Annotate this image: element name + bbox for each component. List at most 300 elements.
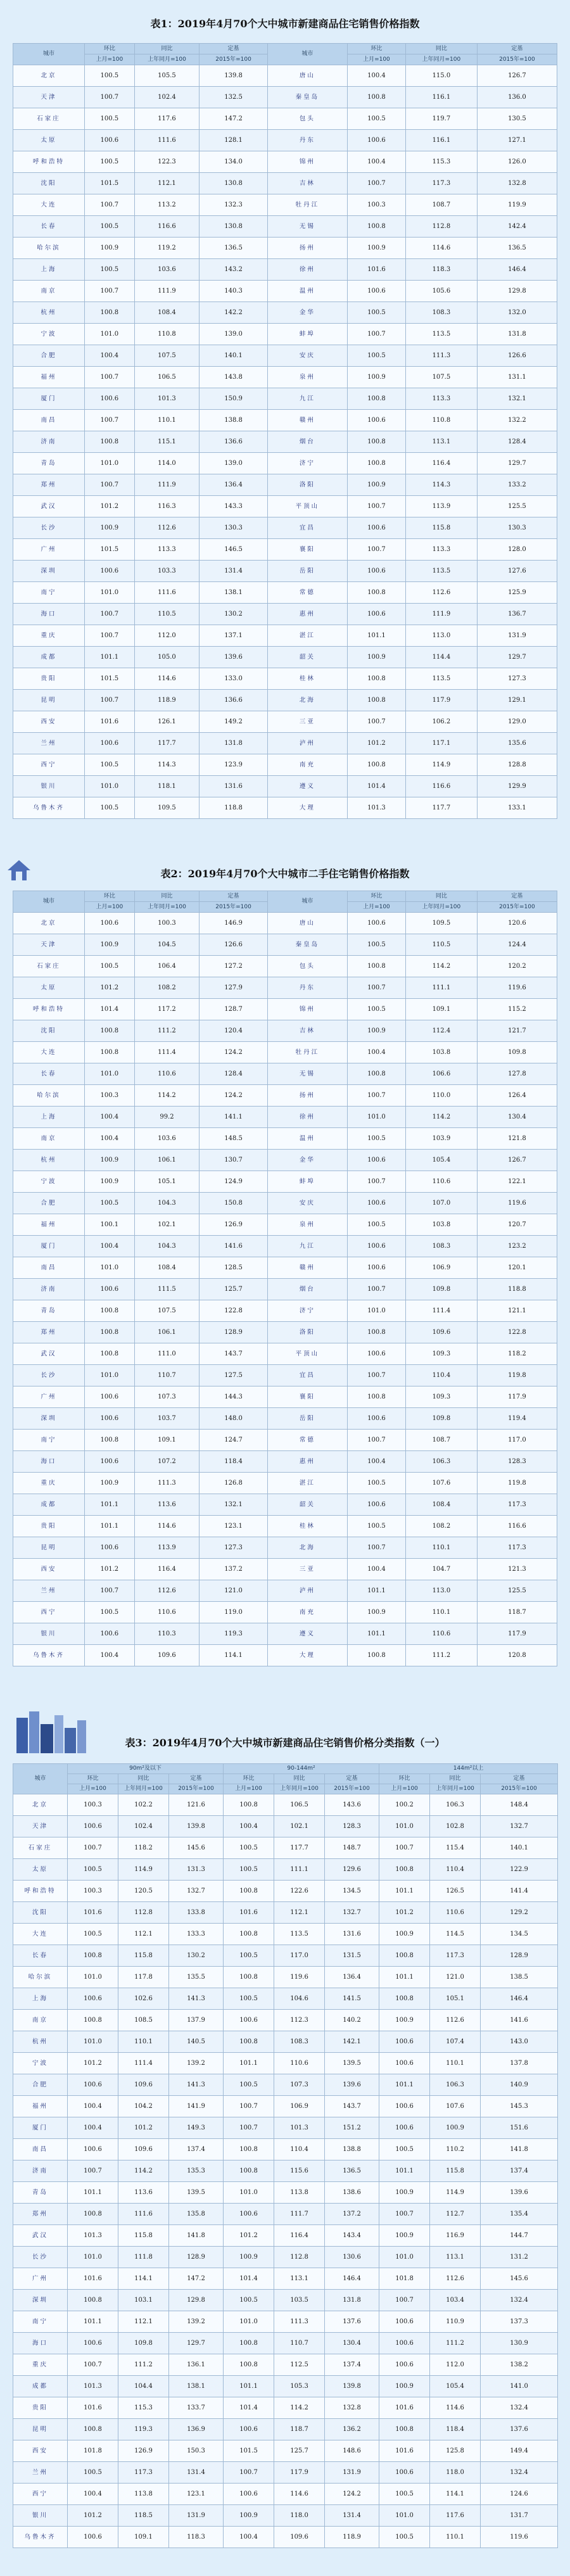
yoy-value: 118.0 <box>274 2505 325 2527</box>
mom-value: 101.1 <box>68 2182 118 2204</box>
mom-value: 100.6 <box>84 1279 134 1300</box>
table-row <box>13 690 557 711</box>
yoy-value: 103.4 <box>430 2290 481 2311</box>
yoy-value: 113.3 <box>405 539 477 561</box>
city-name: 大连 <box>13 1042 85 1063</box>
city-name: 昆明 <box>13 1537 85 1559</box>
yoy-value: 101.3 <box>274 2117 325 2139</box>
yoy-value: 103.8 <box>405 1042 477 1063</box>
mom-value: 100.5 <box>347 302 405 324</box>
base-value: 146.5 <box>200 539 268 561</box>
mom-value: 101.2 <box>84 496 134 517</box>
city-name: 上海 <box>13 259 85 281</box>
mom-value: 100.8 <box>224 1881 274 1902</box>
city-name: 呼和浩特 <box>13 1881 68 1902</box>
base-value: 137.2 <box>325 2204 379 2225</box>
base-value: 136.2 <box>325 2419 379 2440</box>
header-mom-sub: 上月=100 <box>347 902 405 913</box>
city-name: 沈阳 <box>13 1902 68 1924</box>
city-name: 厦门 <box>13 2117 68 2139</box>
mom-value: 101.1 <box>347 625 405 647</box>
yoy-value: 103.7 <box>134 1408 199 1430</box>
yoy-value: 107.3 <box>274 2074 325 2096</box>
city-name: 石家庄 <box>13 108 85 130</box>
mom-value: 100.7 <box>224 2096 274 2117</box>
base-value: 140.3 <box>200 281 268 302</box>
city-name: 广州 <box>13 539 85 561</box>
base-value: 149.3 <box>169 2117 224 2139</box>
city-name: 韶关 <box>267 1494 347 1516</box>
header-base-sub: 2015年=100 <box>200 902 268 913</box>
yoy-value: 113.3 <box>405 388 477 410</box>
base-value: 133.2 <box>477 474 557 496</box>
base-value: 141.3 <box>169 2074 224 2096</box>
mom-value: 100.8 <box>68 2419 118 2440</box>
mom-value: 101.4 <box>224 2397 274 2419</box>
yoy-value: 102.6 <box>118 1988 169 2010</box>
yoy-value: 119.7 <box>405 108 477 130</box>
base-value: 131.9 <box>169 2505 224 2527</box>
mom-value: 100.9 <box>84 934 134 956</box>
base-value: 151.6 <box>481 2117 558 2139</box>
table-row <box>13 1365 557 1386</box>
base-value: 109.8 <box>477 1042 557 1063</box>
city-name: 牡丹江 <box>267 194 347 216</box>
base-value: 117.0 <box>477 1430 557 1451</box>
mom-value: 100.5 <box>347 1516 405 1537</box>
yoy-value: 117.8 <box>118 1967 169 1988</box>
mom-value: 101.0 <box>84 776 134 797</box>
city-name: 锦州 <box>267 999 347 1020</box>
yoy-value: 116.4 <box>134 1559 199 1580</box>
header-row <box>13 1774 558 1784</box>
mom-value: 101.6 <box>224 1902 274 1924</box>
header-base: 定基 <box>325 1774 379 1784</box>
base-value: 129.2 <box>481 1902 558 1924</box>
city-name: 福州 <box>13 1214 85 1236</box>
yoy-value: 112.6 <box>134 1580 199 1602</box>
table1-title: 表1：2019年4月70个大中城市新建商品住宅销售价格指数 <box>150 18 420 30</box>
city-name: 烟台 <box>267 431 347 453</box>
mom-value: 100.8 <box>379 1945 430 1967</box>
base-value: 135.6 <box>477 733 557 754</box>
table1-body <box>13 44 557 819</box>
yoy-value: 106.2 <box>405 711 477 733</box>
header-yoy-sub: 上年同月=100 <box>405 902 477 913</box>
base-value: 118.2 <box>477 1343 557 1365</box>
header-base: 定基 <box>477 44 557 54</box>
city-name: 北海 <box>267 690 347 711</box>
table-row <box>13 1945 558 1967</box>
city-name: 南昌 <box>13 2139 68 2160</box>
base-value: 119.8 <box>477 1473 557 1494</box>
yoy-value: 112.0 <box>430 2354 481 2376</box>
city-name: 蚌埠 <box>267 324 347 345</box>
yoy-value: 101.2 <box>118 2117 169 2139</box>
table-row <box>13 65 557 87</box>
city-name: 深圳 <box>13 561 85 582</box>
base-value: 127.8 <box>477 1063 557 1085</box>
table2-body <box>13 891 557 1666</box>
mom-value: 100.7 <box>347 1537 405 1559</box>
base-value: 146.9 <box>200 913 268 934</box>
yoy-value: 109.1 <box>118 2527 169 2548</box>
mom-value: 101.6 <box>347 259 405 281</box>
base-value: 141.6 <box>200 1236 268 1257</box>
base-value: 130.5 <box>477 108 557 130</box>
yoy-value: 102.1 <box>134 1214 199 1236</box>
yoy-value: 112.0 <box>134 625 199 647</box>
base-value: 132.4 <box>481 2397 558 2419</box>
mom-value: 100.8 <box>347 1386 405 1408</box>
base-value: 136.0 <box>477 87 557 108</box>
table-row <box>13 733 557 754</box>
city-name: 泉州 <box>267 1214 347 1236</box>
base-value: 151.2 <box>325 2117 379 2139</box>
city-name: 吉林 <box>267 1020 347 1042</box>
mom-value: 100.7 <box>68 1837 118 1859</box>
city-name: 济宁 <box>267 1300 347 1322</box>
yoy-value: 113.8 <box>118 2484 169 2505</box>
base-value: 118.9 <box>325 2527 379 2548</box>
yoy-value: 112.4 <box>405 1020 477 1042</box>
yoy-value: 103.9 <box>405 1128 477 1150</box>
city-name: 昆明 <box>13 2419 68 2440</box>
city-name: 秦皇岛 <box>267 934 347 956</box>
yoy-value: 110.8 <box>405 410 477 431</box>
yoy-value: 106.5 <box>274 1794 325 1816</box>
yoy-value: 114.2 <box>405 1107 477 1128</box>
base-value: 137.1 <box>200 625 268 647</box>
city-name: 烟台 <box>267 1279 347 1300</box>
yoy-value: 106.4 <box>134 956 199 977</box>
city-name: 重庆 <box>13 2354 68 2376</box>
base-value: 124.2 <box>200 1085 268 1107</box>
base-value: 137.3 <box>481 2311 558 2333</box>
base-value: 114.1 <box>200 1645 268 1666</box>
header-mom-sub: 上月=100 <box>347 54 405 65</box>
base-value: 132.3 <box>200 194 268 216</box>
mom-value: 101.5 <box>224 2440 274 2462</box>
mom-value: 100.5 <box>84 65 134 87</box>
base-value: 131.4 <box>325 2505 379 2527</box>
base-value: 128.8 <box>477 754 557 776</box>
mom-value: 100.7 <box>347 539 405 561</box>
yoy-value: 112.3 <box>274 2010 325 2031</box>
yoy-value: 114.2 <box>118 2160 169 2182</box>
yoy-value: 109.5 <box>134 797 199 819</box>
yoy-value: 117.2 <box>134 999 199 1020</box>
mom-value: 101.0 <box>84 453 134 474</box>
base-value: 131.1 <box>477 367 557 388</box>
yoy-value: 111.6 <box>118 2204 169 2225</box>
base-value: 141.8 <box>481 2139 558 2160</box>
base-value: 119.3 <box>200 1623 268 1645</box>
mom-value: 101.0 <box>84 1365 134 1386</box>
yoy-value: 114.4 <box>405 647 477 668</box>
base-value: 120.4 <box>200 1020 268 1042</box>
table-row <box>13 388 557 410</box>
mom-value: 100.7 <box>347 496 405 517</box>
mom-value: 100.6 <box>347 1236 405 1257</box>
mom-value: 100.8 <box>224 1967 274 1988</box>
base-value: 115.2 <box>477 999 557 1020</box>
mom-value: 100.4 <box>84 1107 134 1128</box>
city-name: 南京 <box>13 2010 68 2031</box>
header-yoy: 同比 <box>405 891 477 902</box>
table-row <box>13 216 557 238</box>
header-base-sub: 2015年=100 <box>325 1784 379 1794</box>
city-name: 天津 <box>13 87 85 108</box>
yoy-value: 110.7 <box>134 1365 199 1386</box>
yoy-value: 117.7 <box>134 733 199 754</box>
yoy-value: 112.1 <box>134 173 199 194</box>
base-value: 136.4 <box>325 1967 379 1988</box>
city-name: 扬州 <box>267 238 347 259</box>
table-row <box>13 1236 557 1257</box>
yoy-value: 110.6 <box>430 1902 481 1924</box>
base-value: 126.7 <box>477 65 557 87</box>
mom-value: 100.8 <box>347 453 405 474</box>
base-value: 132.5 <box>200 87 268 108</box>
yoy-value: 105.5 <box>134 65 199 87</box>
mom-value: 100.3 <box>84 1085 134 1107</box>
header-mom: 环比 <box>224 1774 274 1784</box>
mom-value: 100.5 <box>84 259 134 281</box>
mom-value: 100.8 <box>84 1042 134 1063</box>
yoy-value: 117.1 <box>405 733 477 754</box>
yoy-value: 100.3 <box>134 913 199 934</box>
city-name: 平顶山 <box>267 496 347 517</box>
yoy-value: 110.7 <box>274 2333 325 2354</box>
base-value: 131.9 <box>325 2462 379 2484</box>
yoy-value: 110.1 <box>430 2527 481 2548</box>
yoy-value: 110.1 <box>430 2053 481 2074</box>
base-value: 143.0 <box>481 2031 558 2053</box>
table-row <box>13 1794 558 1816</box>
yoy-value: 116.1 <box>405 87 477 108</box>
mom-value: 101.3 <box>68 2376 118 2397</box>
mom-value: 100.5 <box>224 1859 274 1881</box>
yoy-value: 111.9 <box>134 474 199 496</box>
yoy-value: 115.8 <box>430 2160 481 2182</box>
yoy-value: 115.8 <box>118 2225 169 2247</box>
yoy-value: 108.4 <box>405 1494 477 1516</box>
table-row <box>13 2225 558 2247</box>
mom-value: 100.8 <box>224 2333 274 2354</box>
base-value: 128.1 <box>200 130 268 151</box>
city-name: 牡丹江 <box>267 1042 347 1063</box>
yoy-value: 114.6 <box>134 668 199 690</box>
base-value: 142.1 <box>325 2031 379 2053</box>
yoy-value: 114.6 <box>134 1516 199 1537</box>
mom-value: 101.2 <box>379 1902 430 1924</box>
base-value: 128.9 <box>169 2247 224 2268</box>
table-row <box>13 1623 557 1645</box>
header-row <box>13 44 557 54</box>
table-row <box>13 151 557 173</box>
header-base-sub: 2015年=100 <box>477 54 557 65</box>
base-value: 119.6 <box>477 1193 557 1214</box>
mom-value: 100.1 <box>84 1214 134 1236</box>
table-row <box>13 1042 557 1063</box>
yoy-value: 117.7 <box>405 797 477 819</box>
base-value: 145.6 <box>481 2268 558 2290</box>
base-value: 132.7 <box>481 1816 558 1837</box>
yoy-value: 115.0 <box>405 65 477 87</box>
mom-value: 100.5 <box>68 2462 118 2484</box>
header-mom: 环比 <box>84 891 134 902</box>
yoy-value: 118.2 <box>118 1837 169 1859</box>
mom-value: 101.0 <box>379 1816 430 1837</box>
header-base-sub: 2015年=100 <box>169 1784 224 1794</box>
base-value: 136.5 <box>200 238 268 259</box>
base-value: 117.3 <box>477 1494 557 1516</box>
city-name: 桂林 <box>267 1516 347 1537</box>
city-name: 兰州 <box>13 1580 85 1602</box>
table-row <box>13 754 557 776</box>
mom-value: 100.6 <box>379 2462 430 2484</box>
header-sub-row <box>13 1784 558 1794</box>
base-value: 129.8 <box>169 2290 224 2311</box>
mom-value: 100.7 <box>84 410 134 431</box>
table-row <box>13 2204 558 2225</box>
table-row <box>13 1473 557 1494</box>
base-value: 123.1 <box>169 2484 224 2505</box>
city-name: 韶关 <box>267 647 347 668</box>
table-row <box>13 1300 557 1322</box>
base-value: 117.9 <box>477 1386 557 1408</box>
base-value: 131.6 <box>200 776 268 797</box>
base-value: 120.7 <box>477 1214 557 1236</box>
mom-value: 100.3 <box>68 1794 118 1816</box>
table-row <box>13 87 557 108</box>
mom-value: 100.5 <box>347 345 405 367</box>
yoy-value: 108.4 <box>134 1257 199 1279</box>
base-value: 118.8 <box>477 1279 557 1300</box>
mom-value: 100.5 <box>347 1214 405 1236</box>
city-name: 北京 <box>13 913 85 934</box>
base-value: 137.8 <box>481 2053 558 2074</box>
mom-value: 100.8 <box>84 431 134 453</box>
base-value: 137.4 <box>481 2160 558 2182</box>
base-value: 125.5 <box>477 496 557 517</box>
table-row <box>13 711 557 733</box>
yoy-value: 111.6 <box>134 130 199 151</box>
mom-value: 101.2 <box>224 2225 274 2247</box>
city-name: 济南 <box>13 431 85 453</box>
table-row <box>13 130 557 151</box>
mom-value: 100.8 <box>84 1322 134 1343</box>
yoy-value: 106.6 <box>405 1063 477 1085</box>
base-value: 128.4 <box>477 431 557 453</box>
mom-value: 101.0 <box>379 2505 430 2527</box>
mom-value: 100.9 <box>84 238 134 259</box>
mom-value: 100.5 <box>84 754 134 776</box>
yoy-value: 111.0 <box>134 1343 199 1365</box>
yoy-value: 112.8 <box>118 1902 169 1924</box>
yoy-value: 112.6 <box>405 582 477 604</box>
mom-value: 100.6 <box>379 2311 430 2333</box>
header-yoy: 同比 <box>134 891 199 902</box>
city-name: 无锡 <box>267 216 347 238</box>
base-value: 116.6 <box>477 1516 557 1537</box>
mom-value: 100.6 <box>68 2074 118 2096</box>
base-value: 149.2 <box>200 711 268 733</box>
header-mom-sub: 上月=100 <box>224 1784 274 1794</box>
yoy-value: 109.6 <box>274 2527 325 2548</box>
table-row <box>13 1386 557 1408</box>
city-name: 广州 <box>13 1386 85 1408</box>
mom-value: 101.1 <box>379 1967 430 1988</box>
table-row <box>13 668 557 690</box>
header-yoy-sub: 上年同月=100 <box>274 1784 325 1794</box>
yoy-value: 108.3 <box>405 302 477 324</box>
mom-value: 100.7 <box>347 977 405 999</box>
base-value: 121.3 <box>477 1559 557 1580</box>
mom-value: 101.2 <box>347 733 405 754</box>
city-name: 西安 <box>13 2440 68 2462</box>
base-value: 139.6 <box>481 2182 558 2204</box>
base-value: 135.3 <box>169 2160 224 2182</box>
yoy-value: 107.5 <box>405 367 477 388</box>
mom-value: 100.9 <box>347 1020 405 1042</box>
base-value: 124.7 <box>200 1430 268 1451</box>
base-value: 131.8 <box>200 733 268 754</box>
city-name: 海口 <box>13 2333 68 2354</box>
yoy-value: 106.9 <box>274 2096 325 2117</box>
mom-value: 100.7 <box>84 1580 134 1602</box>
mom-value: 100.2 <box>379 1794 430 1816</box>
yoy-value: 125.7 <box>274 2440 325 2462</box>
base-value: 131.9 <box>477 625 557 647</box>
yoy-value: 111.6 <box>134 582 199 604</box>
base-value: 119.9 <box>477 194 557 216</box>
city-name: 成都 <box>13 1494 85 1516</box>
mom-value: 100.7 <box>68 2354 118 2376</box>
base-value: 117.3 <box>477 1537 557 1559</box>
base-value: 145.3 <box>481 2096 558 2117</box>
yoy-value: 103.5 <box>274 2290 325 2311</box>
yoy-value: 105.6 <box>405 281 477 302</box>
base-value: 129.9 <box>477 776 557 797</box>
mom-value: 100.5 <box>224 1945 274 1967</box>
base-value: 124.9 <box>200 1171 268 1193</box>
yoy-value: 102.2 <box>118 1794 169 1816</box>
city-name: 郑州 <box>13 2204 68 2225</box>
mom-value: 100.6 <box>68 2333 118 2354</box>
mom-value: 100.4 <box>84 1645 134 1666</box>
base-value: 132.1 <box>477 388 557 410</box>
mom-value: 101.5 <box>84 539 134 561</box>
base-value: 119.4 <box>477 1408 557 1430</box>
table-row <box>13 1516 557 1537</box>
city-name: 石家庄 <box>13 956 85 977</box>
base-value: 137.4 <box>325 2354 379 2376</box>
yoy-value: 112.8 <box>274 2247 325 2268</box>
yoy-value: 111.3 <box>405 345 477 367</box>
header-city: 城市 <box>267 891 347 913</box>
yoy-value: 99.2 <box>134 1107 199 1128</box>
base-value: 146.4 <box>477 259 557 281</box>
mom-value: 100.9 <box>379 2376 430 2397</box>
base-value: 130.4 <box>325 2333 379 2354</box>
yoy-value: 119.3 <box>118 2419 169 2440</box>
base-value: 143.3 <box>200 496 268 517</box>
yoy-value: 113.5 <box>405 561 477 582</box>
header-yoy: 同比 <box>274 1774 325 1784</box>
yoy-value: 126.9 <box>118 2440 169 2462</box>
